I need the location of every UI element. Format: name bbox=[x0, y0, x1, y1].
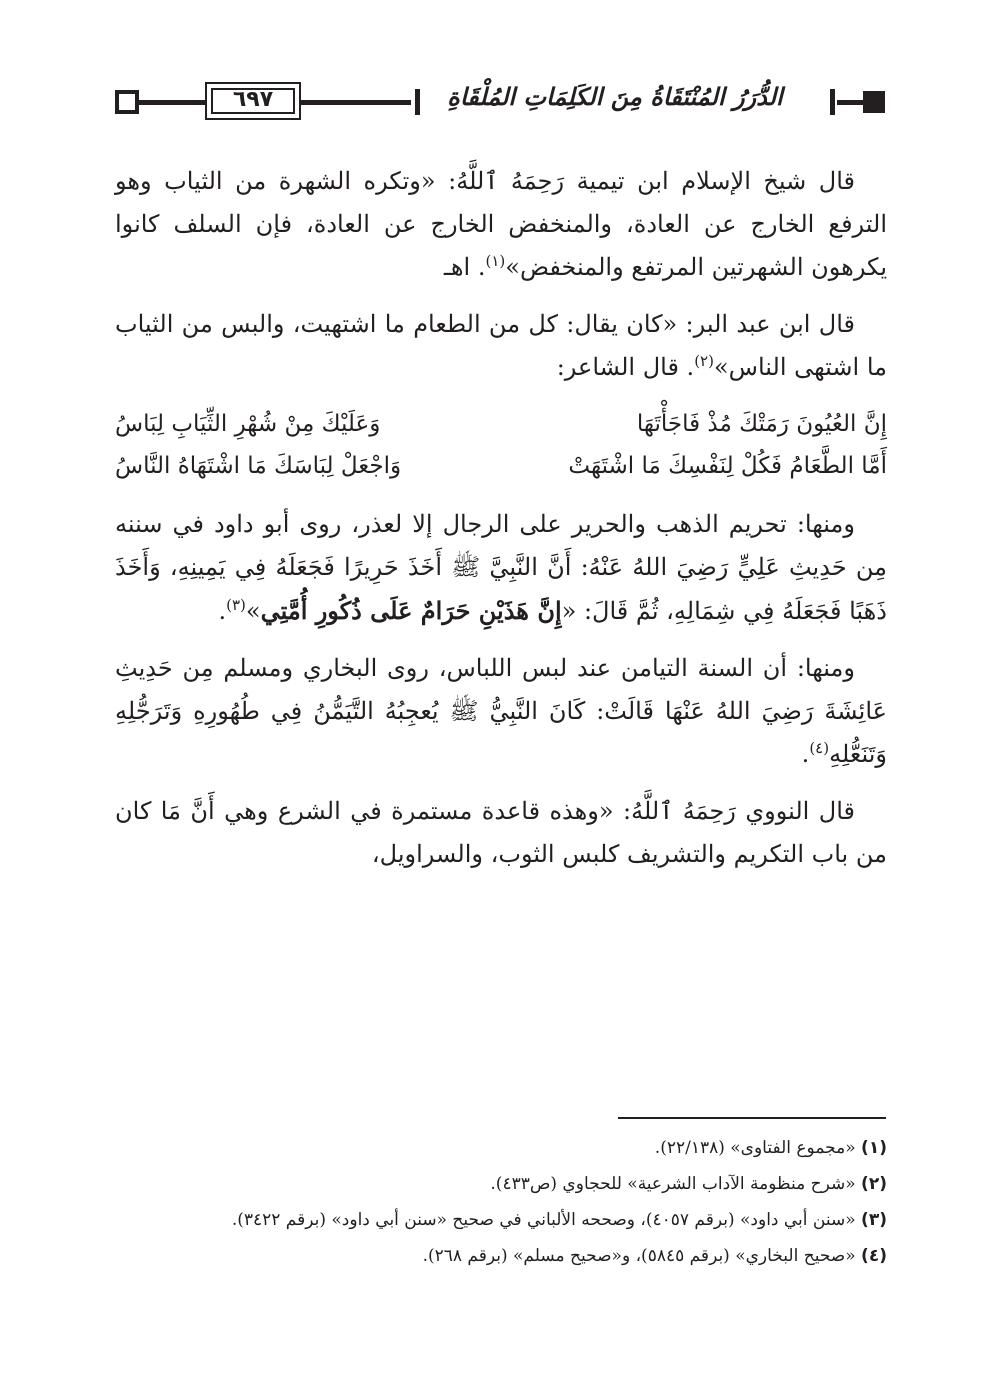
header-divider-tick-right bbox=[830, 89, 835, 115]
header-rule-right bbox=[837, 100, 863, 105]
footnote-text: «سنن أبي داود» (برقم ٤٠٥٧)، وصححه الألباني في صحيح «سنن أبي داود» (برقم ٣٤٢٢). bbox=[231, 1210, 856, 1230]
poem-hemistich-first: إِنَّ العُيُونَ رَمَتْكَ مُذْ فَاجَأْتَهَا bbox=[636, 411, 887, 437]
header-rule-middle bbox=[301, 100, 411, 105]
paragraph-text: قال النووي رَحِمَهُ ٱللَّهُ: «وهذه قاعدة مستمرة في الشرع وهي أَنَّ مَا كان من باب التكريم والتشريف كلبس الثوب، والسراويل، bbox=[115, 797, 887, 868]
footnote-text: «مجموع الفتاوى» (٢٢/١٣٨). bbox=[654, 1138, 856, 1158]
footnote-text: «شرح منظومة الآداب الشرعية» للحجاوي (ص٤٣٣). bbox=[490, 1174, 856, 1194]
paragraph-ibn-abd-albarr bbox=[115, 303, 887, 389]
poem bbox=[115, 403, 887, 487]
paragraph-tail: . bbox=[218, 597, 227, 625]
hadith-quote: إِنَّ هَذَيْنِ حَرَامٌ عَلَى ذُكُورِ أُمَّتِي bbox=[260, 596, 562, 625]
footnote-item bbox=[110, 1205, 887, 1235]
footnote-text: «صحيح البخاري» (برقم ٥٨٤٥)، و«صحيح مسلم» (برقم ٢٦٨). bbox=[422, 1246, 856, 1266]
footnote-number: (٤) bbox=[861, 1246, 887, 1266]
footnote-number: (٢) bbox=[861, 1174, 887, 1194]
page-number-frame bbox=[205, 82, 301, 120]
paragraph-gold-silk bbox=[115, 503, 887, 633]
paragraph-tail: . bbox=[801, 740, 810, 768]
footnote-item bbox=[110, 1241, 887, 1271]
poem-hemistich-second: وَاجْعَلْ لِبَاسَكَ مَا اشْتَهَاهُ النَّاسُ bbox=[115, 453, 402, 479]
header-right-square-icon bbox=[863, 91, 885, 113]
footnote-ref[interactable]: (١) bbox=[485, 252, 506, 270]
poem-line bbox=[115, 445, 887, 487]
paragraph-nawawi bbox=[115, 790, 887, 876]
paragraph-text: قال شيخ الإسلام ابن تيمية رَحِمَهُ ٱللَّهُ: «وتكره الشهرة من الثياب وهو الترفع الخارج عن العادة، والمنخفض الخارج عن العادة، فإن السلف كانوا يكرهون الشهرتين المرتفع والمنخفض» bbox=[115, 167, 887, 281]
footnotes bbox=[110, 1133, 887, 1277]
footnote-number: (١) bbox=[861, 1138, 887, 1158]
poem-line bbox=[115, 403, 887, 445]
paragraph-tail: . قال الشاعر: bbox=[556, 353, 695, 381]
header-left-square-icon bbox=[115, 90, 139, 114]
header-rule-left bbox=[139, 100, 205, 105]
paragraph-text: ومنها: تحريم الذهب والحرير على الرجال إلا لعذر، روى أبو داود في سننه مِن حَدِيثِ عَلِيٍّ رَضِيَ اللهُ عَنْهُ: أَنَّ النَّبِيَّ ﷺ أَخَذَ حَرِيرًا فَجَعَلَهُ فِي يَمِينِهِ، وَأَخَذَ ذَهَبًا فَجَعَلَهُ فِي شِمَالِهِ، ثُمَّ قَالَ: « bbox=[115, 510, 888, 625]
main-text bbox=[115, 160, 887, 890]
paragraph-tail: . اهـ bbox=[443, 253, 486, 281]
book-title: الدُّرَرُ المُنْتَقَاةُ مِنَ الكَلِمَاتِ المُلْقَاةِ bbox=[447, 82, 783, 111]
footnote-item bbox=[110, 1169, 887, 1199]
paragraph-ibn-taymiyyah bbox=[115, 160, 887, 289]
footnote-item bbox=[110, 1133, 887, 1163]
paragraph-tayammun bbox=[115, 647, 887, 776]
footnote-ref[interactable]: (٢) bbox=[694, 352, 714, 370]
running-header bbox=[115, 82, 885, 122]
footnote-separator bbox=[618, 1117, 886, 1119]
footnote-ref[interactable]: (٣) bbox=[226, 596, 246, 614]
footnote-number: (٣) bbox=[861, 1210, 887, 1230]
quote-close: » bbox=[245, 597, 261, 625]
paragraph-text: قال ابن عبد البر: «كان يقال: كل من الطعام ما اشتهيت، والبس من الثياب ما اشتهى الناس» bbox=[115, 310, 887, 381]
poem-hemistich-first: أَمَّا الطَّعَامُ فَكُلْ لِنَفْسِكَ مَا اشْتَهَتْ bbox=[568, 453, 887, 479]
poem-hemistich-second: وَعَلَيْكَ مِنْ شُهْرِ الثِّيَابِ لِبَاسُ bbox=[115, 411, 381, 437]
footnote-ref[interactable]: (٤) bbox=[809, 739, 830, 757]
paragraph-text: ومنها: أن السنة التيامن عند لبس اللباس، روى البخاري ومسلم مِن حَدِيثِ عَائِشَةَ رَضِيَ اللهُ عَنْهَا قَالَتْ: كَانَ النَّبِيُّ ﷺ يُعجِبُهُ التَّيَمُّنُ فِي طُهُورِهِ وَتَرَجُّلِهِ وَتَنَعُّلِهِ bbox=[115, 654, 887, 768]
page-number: ٦٩٧ bbox=[232, 87, 274, 112]
